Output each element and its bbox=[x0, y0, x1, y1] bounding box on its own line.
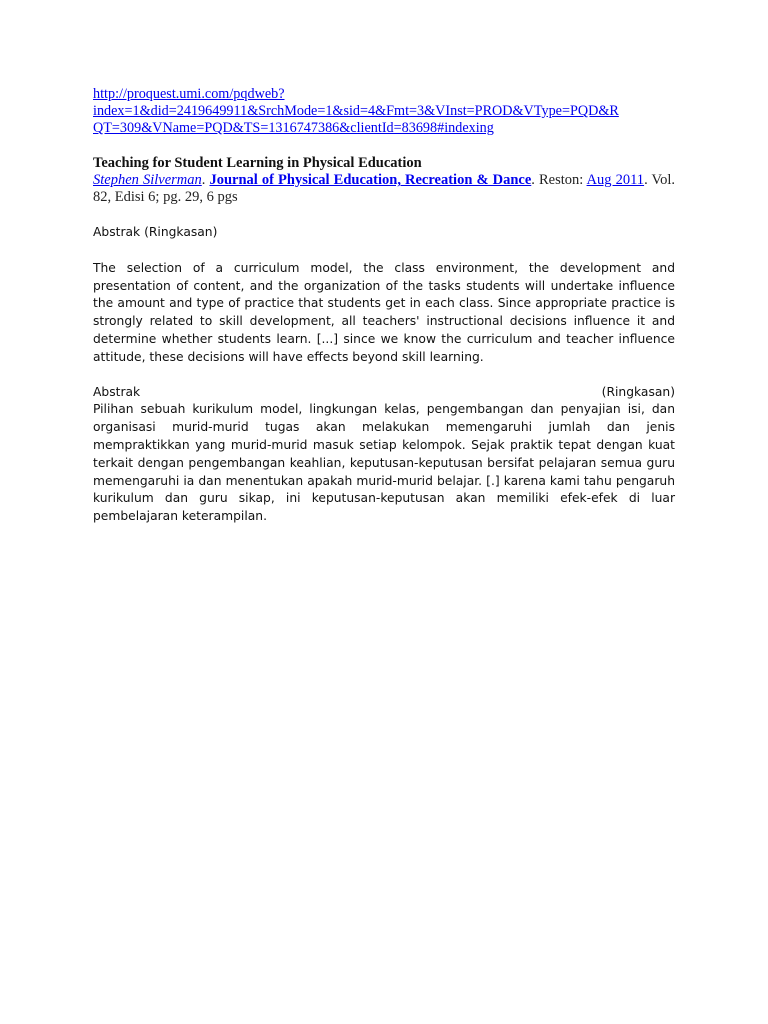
proquest-link-line-2: index=1&did=2419649911&SrchMode=1&sid=4&Fmt=3&VInst=PROD&VType=PQD&R bbox=[93, 103, 619, 119]
abstract-indonesian-heading-left: Abstrak bbox=[93, 384, 141, 399]
proquest-link-line-3: QT=309&VName=PQD&TS=1316747386&clientId=83698#indexing bbox=[93, 120, 494, 136]
abstract-indonesian-body: Pilihan sebuah kurikulum model, lingkungan kelas, pengembangan dan penyajian isi, dan organisasi murid-murid tugas akan melakukan memengaruhi jumlah dan jenis mempraktikkan yang murid-murid masuk setiap kelompok. Sejak praktik tepat dengan kuat terkait dengan pengembangan keahlian, keputusan-keputusan bersifat pelajaran semua guru memengaruhi ia dan menentukan apakah murid-murid belajar. [.] karena kami tahu pengaruh kurikulum dan guru sikap, ini keputusan-keputusan akan memiliki efek-efek di luar pembelajaran keterampilan. bbox=[93, 402, 675, 524]
author-link[interactable]: Stephen Silverman bbox=[93, 172, 202, 188]
abstract-english-body: The selection of a curriculum model, the class environment, the development and presentation of content, and the organization of the tasks students will undertake influence the amount and type of practice that students get in each class. Since appropriate practice is strongly related to skill development, all teachers' instructional decisions influence it and determine whether students learn. [...] since we know the curriculum and teacher influence attitude, these decisions will have effects beyond skill learning. bbox=[93, 260, 675, 364]
citation-separator: . bbox=[201, 172, 210, 188]
abstract-indonesian-heading bbox=[93, 384, 675, 402]
abstract-indonesian-heading-right: (Ringkasan) bbox=[601, 384, 675, 399]
article-title: Teaching for Student Learning in Physical Education bbox=[93, 155, 422, 171]
citation-details: . Vol. 82, Edisi 6; pg. 29, 6 pgs bbox=[93, 172, 676, 205]
abstract-heading: Abstrak (Ringkasan) bbox=[93, 225, 218, 239]
article-citation bbox=[93, 172, 675, 206]
proquest-link-line-1: http://proquest.umi.com/pqdweb? bbox=[93, 86, 285, 102]
date-link[interactable]: Aug 2011 bbox=[586, 172, 645, 188]
journal-link[interactable]: Journal of Physical Education, Recreation & Dance bbox=[209, 172, 532, 188]
citation-place: . Reston: bbox=[531, 172, 587, 188]
document-content bbox=[93, 86, 675, 526]
proquest-link[interactable] bbox=[93, 86, 675, 137]
